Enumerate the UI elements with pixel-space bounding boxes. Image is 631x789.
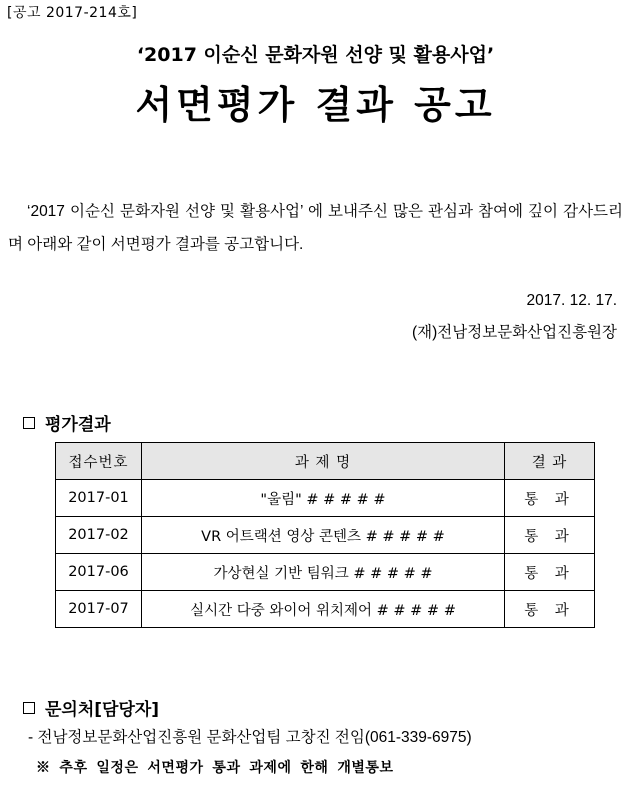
header-application-number: 접수번호 — [56, 443, 142, 480]
page-title: 서면평가 결과 공고 — [135, 83, 496, 127]
cell-application-number: 2017-06 — [56, 554, 142, 591]
cell-task-name: "울림" # # # # # — [142, 480, 505, 517]
cell-task-name: 실시간 다중 와이어 위치제어 # # # # # — [142, 591, 505, 628]
results-heading-text: 평가결과 — [45, 415, 111, 435]
cell-result: 통 과 — [505, 517, 595, 554]
announcement-body: ‘2017 이순신 문화자원 선양 및 활용사업’ 에 보내주신 많은 관심과 참여에 깊이 감사드리며 아래와 같이 서면평가 결과를 공고합니다. — [8, 203, 623, 253]
cell-task-name: VR 어트랙션 영상 콘텐츠 # # # # # — [142, 517, 505, 554]
cell-application-number: 2017-01 — [56, 480, 142, 517]
cell-task-name: 가상현실 기반 팀워크 # # # # # — [142, 554, 505, 591]
cell-result: 통 과 — [505, 591, 595, 628]
table-header-row — [56, 443, 595, 480]
table-row — [56, 517, 595, 554]
contact-section-heading — [23, 695, 159, 720]
footnote: ※ 추후 일정은 서면평가 통과 과제에 한해 개별통보 — [36, 760, 394, 776]
issuer-name: (재)전남정보문화산업진흥원장 — [412, 324, 617, 341]
notice-number: [공고 2017-214호] — [7, 5, 138, 21]
table-row — [56, 480, 595, 517]
header-task-name: 과 제 명 — [142, 443, 505, 480]
contact-heading-text: 문의처[담당자] — [45, 700, 160, 720]
cell-application-number: 2017-02 — [56, 517, 142, 554]
results-table — [55, 442, 595, 628]
checkbox-square-icon — [23, 417, 35, 429]
project-subtitle: ‘2017 이순신 문화자원 선양 및 활용사업’ — [136, 44, 495, 66]
table-row — [56, 554, 595, 591]
cell-result: 통 과 — [505, 554, 595, 591]
contact-info: - 전남정보문화산업진흥원 문화산업팀 고창진 전임(061-339-6975) — [28, 729, 472, 746]
table-row — [56, 591, 595, 628]
results-section-heading — [23, 410, 111, 435]
header-result: 결 과 — [505, 443, 595, 480]
checkbox-square-icon — [23, 702, 35, 714]
cell-application-number: 2017-07 — [56, 591, 142, 628]
announcement-date: 2017. 12. 17. — [526, 292, 617, 309]
cell-result: 통 과 — [505, 480, 595, 517]
